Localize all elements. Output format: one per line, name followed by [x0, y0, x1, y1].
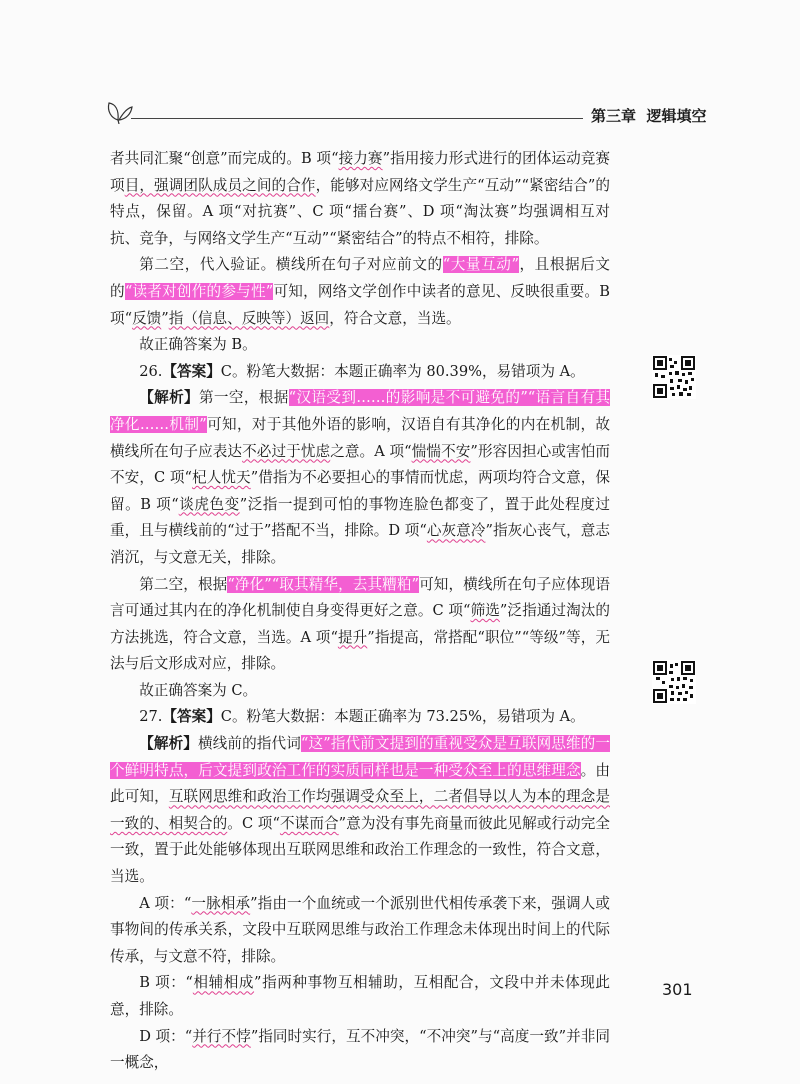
text-segment: 者共同汇聚“创意”而完成的。B 项“: [110, 150, 339, 167]
text-segment: ，符合文意，当选。: [329, 309, 461, 327]
text-segment: 第二空，代入验证。横线所在句子对应前文的: [139, 256, 443, 274]
text-segment: ”借指为不必要担心的事情而忧虑，两项均符合文意，保留。B 项“: [110, 469, 610, 513]
bold-label: 【解析】: [139, 735, 198, 753]
text-segment: 可知，网络文学创作中读者的意见、反映很重要。B 项“: [110, 282, 610, 327]
paragraph: [110, 252, 610, 332]
paragraph: [110, 1024, 610, 1077]
text-segment: 。由此可知，: [110, 761, 610, 806]
text-segment: C。粉笔大数据：本题正确率为 73.25%，易错项为 A。: [220, 708, 585, 726]
text-segment: ，且根据后文的: [110, 256, 610, 300]
wavy-underlined-text: 一脉相承: [191, 894, 251, 912]
paragraph: [110, 332, 610, 359]
text-segment: ”泛指通过淘汰的方法挑选，符合文意，当选。A 项“: [110, 602, 610, 646]
text-segment: ”指提高，常搭配“职位”“等级”等，无法与后文形成对应，排除。: [110, 628, 610, 673]
section-title: 逻辑填空: [646, 107, 707, 125]
text-segment: D 项：“: [139, 1027, 193, 1045]
text-segment: 横线前的指代词: [198, 735, 301, 753]
text-segment: 故正确答案为 C。: [139, 681, 258, 699]
paragraph: [110, 704, 610, 731]
answer-explanation-text: [110, 146, 610, 1077]
qr-code-icon[interactable]: [652, 660, 696, 704]
text-segment: A 项：“: [139, 894, 192, 912]
running-header: [105, 98, 707, 128]
paragraph: [110, 891, 610, 971]
page-number: 301: [662, 980, 693, 999]
header-rule: [131, 118, 583, 119]
highlighted-text: “这”指代前文提到的重视受众是互联网思维的一个鲜明特点，后文提到政治工作的实质同样也是一种受众至上的思维理念: [110, 735, 610, 779]
text-segment: 第一空，根据: [198, 389, 289, 407]
text-segment: 之意。A 项“: [330, 442, 412, 460]
chapter-title: [591, 105, 706, 126]
text-segment: ”指同时实行，互不冲突，“不冲突”与“高度一致”并非同一概念，: [110, 1027, 610, 1072]
wavy-underlined-text: 筛选: [470, 602, 500, 620]
text-segment: 可知，横线所在句子应体现语言可通过其内在的净化机制使自身变得更好之意。C 项“: [110, 575, 610, 620]
highlighted-text: “净化”“取其精华，去其糟粕”: [227, 575, 419, 593]
chapter-number: 第三章: [591, 107, 637, 125]
text-segment: ”指用接力形式进行的团体运动竞赛项: [110, 150, 610, 194]
text-segment: ”指由一个血统或一个派别世代相传承袭下来，强调人或事物间的传承关系，文段中互联网思维与政治工作理念未体现出时间上的代际传承，与文意不符，排除。: [110, 894, 610, 965]
text-segment: B 项：“: [139, 974, 193, 992]
qr-code-icon[interactable]: [652, 355, 696, 399]
wavy-underlined-text: 反馈: [132, 309, 162, 327]
highlighted-text: “汉语受到……的影响是不可避免的”“语言自有其净化……机制”: [110, 389, 610, 433]
wavy-underlined-text: 不必过于忧虑: [242, 442, 331, 460]
paragraph: [110, 970, 610, 1023]
text-segment: ”指两种事物互相辅助，互相配合，文段中并未体现此意，排除。: [110, 974, 610, 1018]
wavy-underlined-text: 不谋而合: [279, 814, 339, 832]
wavy-underlined-text: 接力赛: [338, 150, 383, 167]
wavy-underlined-text: 心灰意冷: [426, 522, 486, 540]
wavy-underlined-text: 杞人忧天: [191, 469, 251, 487]
wavy-underlined-text: 谈虎色变: [178, 495, 240, 513]
wavy-underlined-text: 指（信息、反映等）返回: [168, 309, 330, 327]
text-segment: C。粉笔大数据：本题正确率为 80.39%，易错项为 A。: [220, 362, 585, 380]
text-segment: 可知，对于其他外语的影响，汉语自有其净化的内在机制，故横线所在句子应表达: [110, 415, 610, 460]
text-segment: 26.: [139, 362, 163, 380]
text-segment: ，能够对应网络文学生产“互动”“紧密结合”的特点，保留。A 项“对抗赛”、C 项“擂台赛”、D 项“淘汰赛”均强调相互对抗、竞争，与网络文学生产“互动”“紧密结合”的特点不相符，排除。: [110, 176, 610, 247]
wavy-underlined-text: 并行不悖: [192, 1027, 251, 1045]
paragraph: [110, 731, 610, 891]
paragraph: [110, 572, 610, 678]
text-segment: ”指灰心丧气，意志消沉，与文意无关，排除。: [110, 522, 610, 566]
text-segment: ”意为没有事先商量而彼此见解或行动完全一致，置于此处能够体现出互联网思维和政治工作理念的一致性，符合文意，当选。: [110, 814, 610, 886]
paragraph: [110, 678, 610, 705]
text-segment: 。C 项“: [227, 814, 280, 832]
bold-label: 【答案】: [162, 362, 221, 380]
leaf-icon: [105, 98, 133, 124]
wavy-underlined-text: 惴惴不安: [411, 442, 471, 460]
bold-label: 【答案】: [162, 708, 221, 726]
text-segment: ”泛指一提到可怕的事物连脸色都变了，置于此处程度过重，且与横线前的“过于”搭配不当，排除。D 项“: [110, 495, 610, 540]
highlighted-text: “大量互动”: [442, 256, 519, 274]
wavy-underlined-text: 互联网思维和政治工作均强调受众至上，二者倡导以人为本的理念是一致的、相契合的: [110, 788, 610, 832]
text-segment: ”: [161, 309, 169, 327]
bold-label: 【解析】: [139, 389, 199, 407]
paragraph: [110, 359, 610, 386]
wavy-underlined-text: 目，强调团队成员之间的合作: [124, 176, 316, 194]
text-segment: 故正确答案为 B。: [139, 336, 257, 354]
paragraph: [110, 385, 610, 571]
highlighted-text: “读者对创作的参与性”: [124, 282, 274, 300]
wavy-underlined-text: 提升: [337, 628, 368, 646]
wavy-underlined-text: 相辅相成: [192, 974, 255, 992]
paragraph: [110, 146, 610, 252]
text-segment: ”形容因担心或害怕而不安，C 项“: [110, 442, 610, 487]
text-segment: 第二空，根据: [139, 575, 228, 593]
text-segment: 27.: [139, 708, 163, 726]
